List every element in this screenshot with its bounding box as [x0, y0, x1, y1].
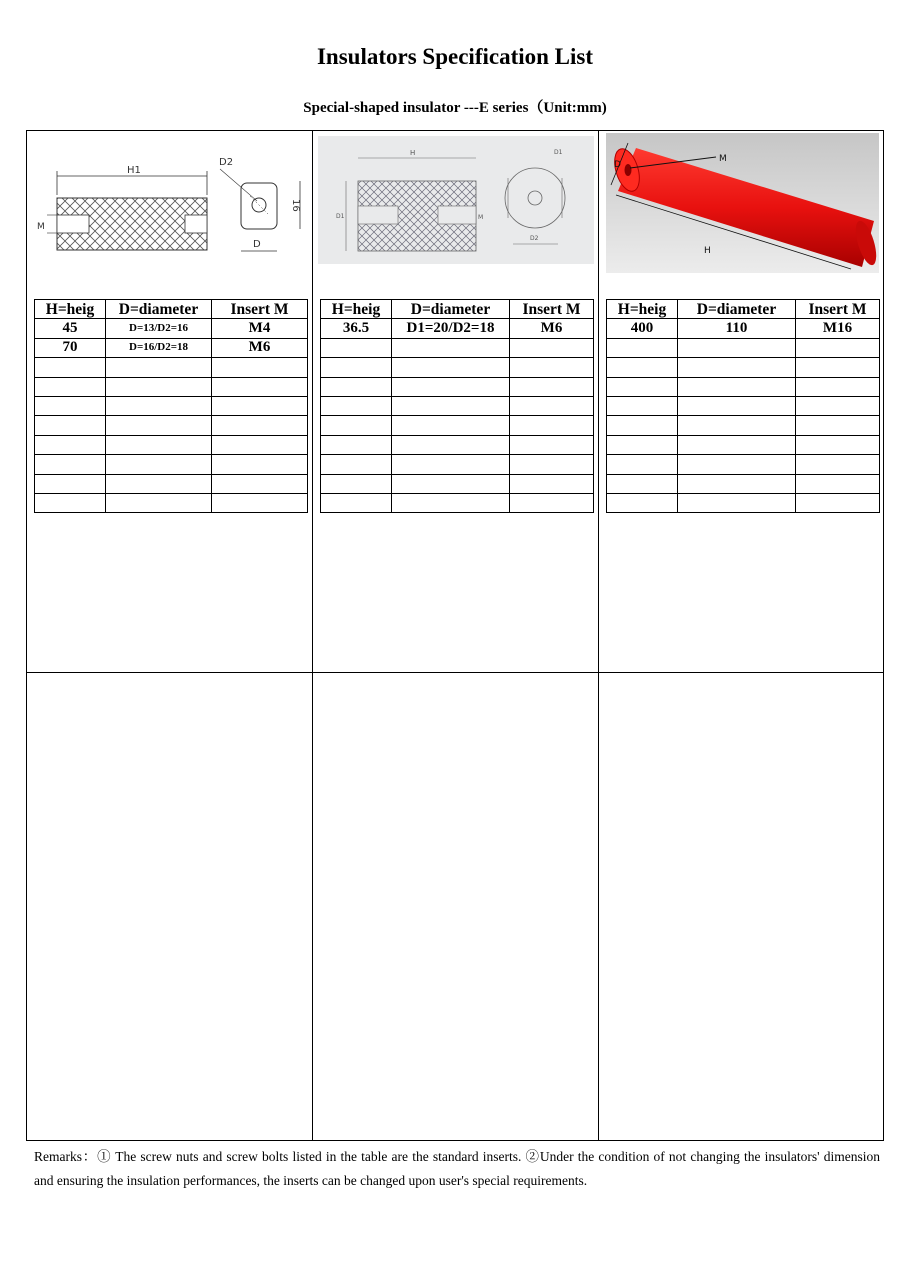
table-cell	[106, 377, 212, 396]
table-row	[321, 358, 594, 377]
table-cell	[321, 358, 392, 377]
table-row	[35, 435, 308, 454]
table-cell	[321, 416, 392, 435]
spec-grid	[26, 130, 884, 1141]
table-cell	[321, 396, 392, 415]
table-cell	[212, 435, 308, 454]
table-row	[607, 474, 880, 493]
spec-table-3	[606, 299, 880, 513]
column-header: Insert M	[212, 300, 308, 319]
spec-table-2	[320, 299, 594, 513]
column-header: H=heig	[35, 300, 106, 319]
svg-text:16: 16	[290, 199, 301, 212]
table-row	[321, 377, 594, 396]
table-cell	[510, 416, 594, 435]
column-header: D=diameter	[678, 300, 796, 319]
table-row	[607, 455, 880, 474]
table-cell: M6	[212, 338, 308, 357]
table-header-row	[321, 300, 594, 319]
table-row	[35, 416, 308, 435]
page-subtitle: Special-shaped insulator ---E series（Unit:mm)	[303, 100, 607, 116]
table-cell	[607, 416, 678, 435]
column-header: H=heig	[607, 300, 678, 319]
table-header-row	[35, 300, 308, 319]
svg-text:D2: D2	[219, 157, 234, 168]
table-cell	[392, 358, 510, 377]
table-row	[35, 338, 308, 357]
table-row	[35, 358, 308, 377]
insulator-photo-3	[606, 133, 879, 273]
table-row	[321, 396, 594, 415]
table-cell	[607, 358, 678, 377]
table-cell	[796, 455, 880, 474]
svg-text:D1: D1	[554, 149, 563, 156]
table-cell	[35, 455, 106, 474]
table-cell	[212, 396, 308, 415]
table-cell	[796, 377, 880, 396]
table-cell	[392, 396, 510, 415]
table-cell	[321, 474, 392, 493]
grid-divider	[312, 131, 313, 1140]
table-row	[607, 416, 880, 435]
table-row	[35, 319, 308, 338]
table-cell	[607, 377, 678, 396]
table-cell	[106, 396, 212, 415]
column-header: Insert M	[510, 300, 594, 319]
column-header: H=heig	[321, 300, 392, 319]
table-row	[607, 435, 880, 454]
table-cell	[106, 358, 212, 377]
spec-table-1	[34, 299, 308, 513]
table-cell	[321, 493, 392, 512]
table-cell	[321, 377, 392, 396]
table-cell	[678, 338, 796, 357]
table-cell	[212, 416, 308, 435]
table-cell: M16	[796, 319, 880, 338]
svg-text:M: M	[478, 214, 484, 221]
table-cell	[678, 455, 796, 474]
table-cell	[796, 474, 880, 493]
remarks-text: ① The screw nuts and screw bolts listed in the table are the standard inserts. ②Under the condition of not changing the insulators' dimension and ensuring the insulation performances, the inserts can be changed upon user's special requirements.	[34, 1149, 880, 1188]
table-cell	[392, 493, 510, 512]
svg-text:M: M	[37, 222, 45, 232]
table-cell	[35, 493, 106, 512]
table-cell	[510, 358, 594, 377]
table-cell	[392, 455, 510, 474]
svg-text:D1: D1	[336, 213, 345, 220]
table-cell	[607, 338, 678, 357]
table-row	[321, 455, 594, 474]
table-cell	[392, 435, 510, 454]
table-cell	[392, 474, 510, 493]
table-cell	[106, 493, 212, 512]
table-cell: 70	[35, 338, 106, 357]
table-cell	[392, 338, 510, 357]
svg-text:D: D	[614, 160, 621, 170]
column-header: Insert M	[796, 300, 880, 319]
table-cell	[106, 435, 212, 454]
table-cell	[510, 455, 594, 474]
table-cell	[35, 377, 106, 396]
table-row	[607, 319, 880, 338]
table-row	[607, 358, 880, 377]
table-cell: D=16/D2=18	[106, 338, 212, 357]
table-row	[607, 338, 880, 357]
table-cell: 400	[607, 319, 678, 338]
column-header: D=diameter	[106, 300, 212, 319]
table-cell	[607, 455, 678, 474]
table-cell	[212, 377, 308, 396]
table-cell	[607, 474, 678, 493]
table-cell	[510, 377, 594, 396]
table-row	[607, 377, 880, 396]
table-row	[321, 416, 594, 435]
table-cell	[392, 377, 510, 396]
table-cell	[392, 416, 510, 435]
grid-divider	[27, 672, 883, 673]
table-row	[35, 493, 308, 512]
table-cell	[678, 416, 796, 435]
table-header-row	[607, 300, 880, 319]
table-cell	[212, 493, 308, 512]
table-cell	[35, 396, 106, 415]
page-title: Insulators Specification List	[316, 44, 594, 69]
table-cell	[678, 474, 796, 493]
table-cell	[510, 435, 594, 454]
table-row	[321, 493, 594, 512]
table-row	[321, 435, 594, 454]
table-cell	[321, 455, 392, 474]
svg-text:M: M	[719, 154, 727, 164]
table-row	[35, 377, 308, 396]
table-cell	[35, 358, 106, 377]
column-header: D=diameter	[392, 300, 510, 319]
table-cell: D1=20/D2=18	[392, 319, 510, 338]
table-cell	[321, 338, 392, 357]
remarks-label: Remarks：	[34, 1149, 98, 1164]
table-cell	[796, 435, 880, 454]
table-row	[35, 396, 308, 415]
table-cell	[212, 455, 308, 474]
table-cell	[35, 474, 106, 493]
table-cell	[35, 416, 106, 435]
table-cell	[510, 338, 594, 357]
table-cell	[607, 396, 678, 415]
table-cell	[106, 416, 212, 435]
table-cell	[678, 435, 796, 454]
table-row	[35, 474, 308, 493]
table-cell: M6	[510, 319, 594, 338]
svg-text:H: H	[410, 149, 416, 157]
dim-label-h1: H1	[127, 165, 141, 176]
table-cell	[678, 358, 796, 377]
table-row	[607, 493, 880, 512]
table-cell	[607, 493, 678, 512]
table-cell: D=13/D2=16	[106, 319, 212, 338]
svg-text:D2: D2	[530, 235, 539, 242]
table-cell	[510, 493, 594, 512]
table-cell: 36.5	[321, 319, 392, 338]
table-row	[321, 319, 594, 338]
table-cell	[212, 358, 308, 377]
table-cell: 110	[678, 319, 796, 338]
table-cell	[510, 396, 594, 415]
table-row	[321, 338, 594, 357]
table-cell	[678, 377, 796, 396]
svg-text:H: H	[704, 246, 711, 256]
table-cell	[678, 493, 796, 512]
table-row	[607, 396, 880, 415]
table-cell	[212, 474, 308, 493]
table-cell	[321, 435, 392, 454]
table-row	[35, 455, 308, 474]
table-cell	[796, 493, 880, 512]
table-cell: 45	[35, 319, 106, 338]
insulator-drawing-1	[35, 151, 310, 276]
grid-divider	[598, 131, 599, 1140]
table-cell	[106, 474, 212, 493]
table-cell	[796, 358, 880, 377]
table-cell	[796, 396, 880, 415]
table-cell	[678, 396, 796, 415]
table-cell	[796, 416, 880, 435]
svg-text:D: D	[253, 239, 261, 250]
table-cell	[510, 474, 594, 493]
table-cell: M4	[212, 319, 308, 338]
insulator-drawing-2	[318, 136, 594, 264]
table-cell	[106, 455, 212, 474]
table-cell	[796, 338, 880, 357]
table-row	[321, 474, 594, 493]
remarks	[34, 1145, 880, 1193]
table-cell	[35, 435, 106, 454]
table-cell	[607, 435, 678, 454]
